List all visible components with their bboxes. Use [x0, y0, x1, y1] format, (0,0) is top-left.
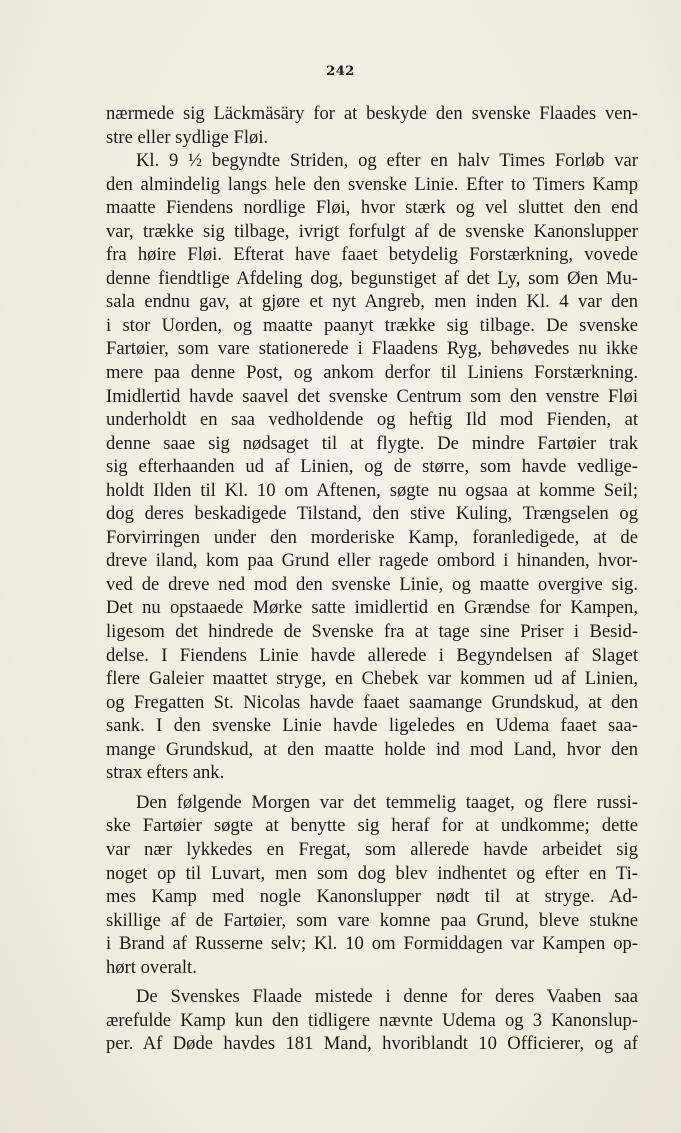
- text-line: Forvirringen under den morderiske Kamp, foranledigede, at de: [106, 526, 638, 548]
- text-line: maatte Fiendens nordlige Fløi, hvor stærk og vel sluttet den end: [106, 197, 638, 219]
- text-line: denne fiendtlige Afdeling dog, begunstiget af det Ly, som Øen Mu-: [106, 267, 638, 289]
- text-line: den almindelig langs hele den svenske Linie. Efter to Timers Kamp: [106, 173, 638, 195]
- text-line: denne saae sig nødsaget til at flygte. De mindre Fartøier trak: [106, 432, 638, 454]
- text-line: i stor Uorden, og maatte paanyt trække sig tilbage. De svenske: [106, 314, 638, 336]
- text-line: nærmede sig Läckmäsäry for at beskyde den svenske Flaades ven-: [106, 103, 638, 124]
- text-line: Den følgende Morgen var det temmelig taaget, og flere russi-: [136, 791, 638, 813]
- text-line: flere Galeier maattet stryge, en Chebek var kommen ud af Linien,: [106, 668, 638, 690]
- text-line: i Brand af Russerne selv; Kl. 10 om Formiddagen var Kampen op-: [106, 933, 638, 955]
- text-line: delse. I Fiendens Linie havde allerede i Begyndelsen af Slaget: [106, 644, 638, 666]
- text-line: Imidlertid havde saavel det svenske Centrum som den venstre Fløi: [106, 385, 638, 407]
- text-line: var, trække sig tilbage, ivrigt forfulgt af de svenske Kanonslupper: [106, 220, 638, 242]
- text-line: skillige af de Fartøier, som vare komne paa Grund, bleve stukne: [106, 909, 638, 931]
- text-line: ligesom det hindrede de Svenske fra at tage sine Priser i Besid-: [106, 621, 638, 643]
- text-line: sig efterhaanden ud af Linien, og de større, som havde vedlige-: [106, 456, 638, 478]
- text-line: dreve iland, kom paa Grund eller ragede ombord i hinanden, hvor-: [106, 550, 638, 572]
- text-line: stre eller sydlige Fløi.: [106, 126, 269, 148]
- text-line: ved de dreve ned mod den svenske Linie, og maatte overgive sig.: [106, 573, 638, 595]
- text-line: fra høire Fløi. Efterat have faaet betydelig Forstærkning, vovede: [106, 244, 638, 266]
- text-line: sank. I den svenske Linie havde ligeledes en Udema faaet saa-: [106, 715, 638, 737]
- text-line: holdt Ilden til Kl. 10 om Aftenen, søgte nu ogsaa at komme Seil;: [106, 479, 638, 501]
- text-line: Det nu opstaaede Mørke satte imidlertid en Grændse for Kampen,: [106, 597, 638, 619]
- text-line: dog deres beskadigede Tilstand, den stive Kuling, Trængselen og: [106, 503, 638, 525]
- text-line: per. Af Døde havdes 181 Mand, hvoriblandt 10 Officierer, og af: [106, 1033, 638, 1055]
- text-line: hørt overalt.: [106, 956, 197, 978]
- text-line: ske Fartøier søgte at benytte sig heraf for at undkomme; dette: [106, 815, 638, 837]
- text-line: mes Kamp med nogle Kanonslupper nødt til at stryge. Ad-: [106, 886, 638, 908]
- text-line: mange Grundskud, at den maatte holde ind mod Land, hvor den: [106, 738, 638, 760]
- text-line: sala endnu gav, at gjøre et nyt Angreb, men inden Kl. 4 var den: [106, 291, 638, 313]
- text-line: ærefulde Kamp kun den tidligere nævnte Udema og 3 Kanonslup-: [106, 1009, 638, 1031]
- body-text: [106, 102, 638, 1056]
- text-line: mere paa denne Post, og ankom derfor til Liniens Forstærkning.: [106, 362, 638, 384]
- text-line: Kl. 9 ½ begyndte Striden, og efter en halv Times Forløb var: [136, 150, 638, 172]
- text-line: og Fregatten St. Nicolas havde faaet saamange Grundskud, at den: [106, 691, 638, 713]
- text-line: strax efters ank.: [106, 762, 225, 784]
- text-line: var nær lykkedes en Fregat, som allerede havde arbeidet sig: [106, 838, 638, 860]
- text-line: underholdt en saa vedholdende og heftig Ild mod Fienden, at: [106, 409, 638, 431]
- page-number: 242: [326, 64, 355, 79]
- text-line: Fartøier, som vare stationerede i Flaadens Ryg, behøvedes nu ikke: [106, 338, 638, 360]
- text-line: noget op til Luvart, men som dog blev indhentet og efter en Ti-: [106, 862, 638, 884]
- text-line: De Svenskes Flaade mistede i denne for deres Vaaben saa: [136, 986, 638, 1008]
